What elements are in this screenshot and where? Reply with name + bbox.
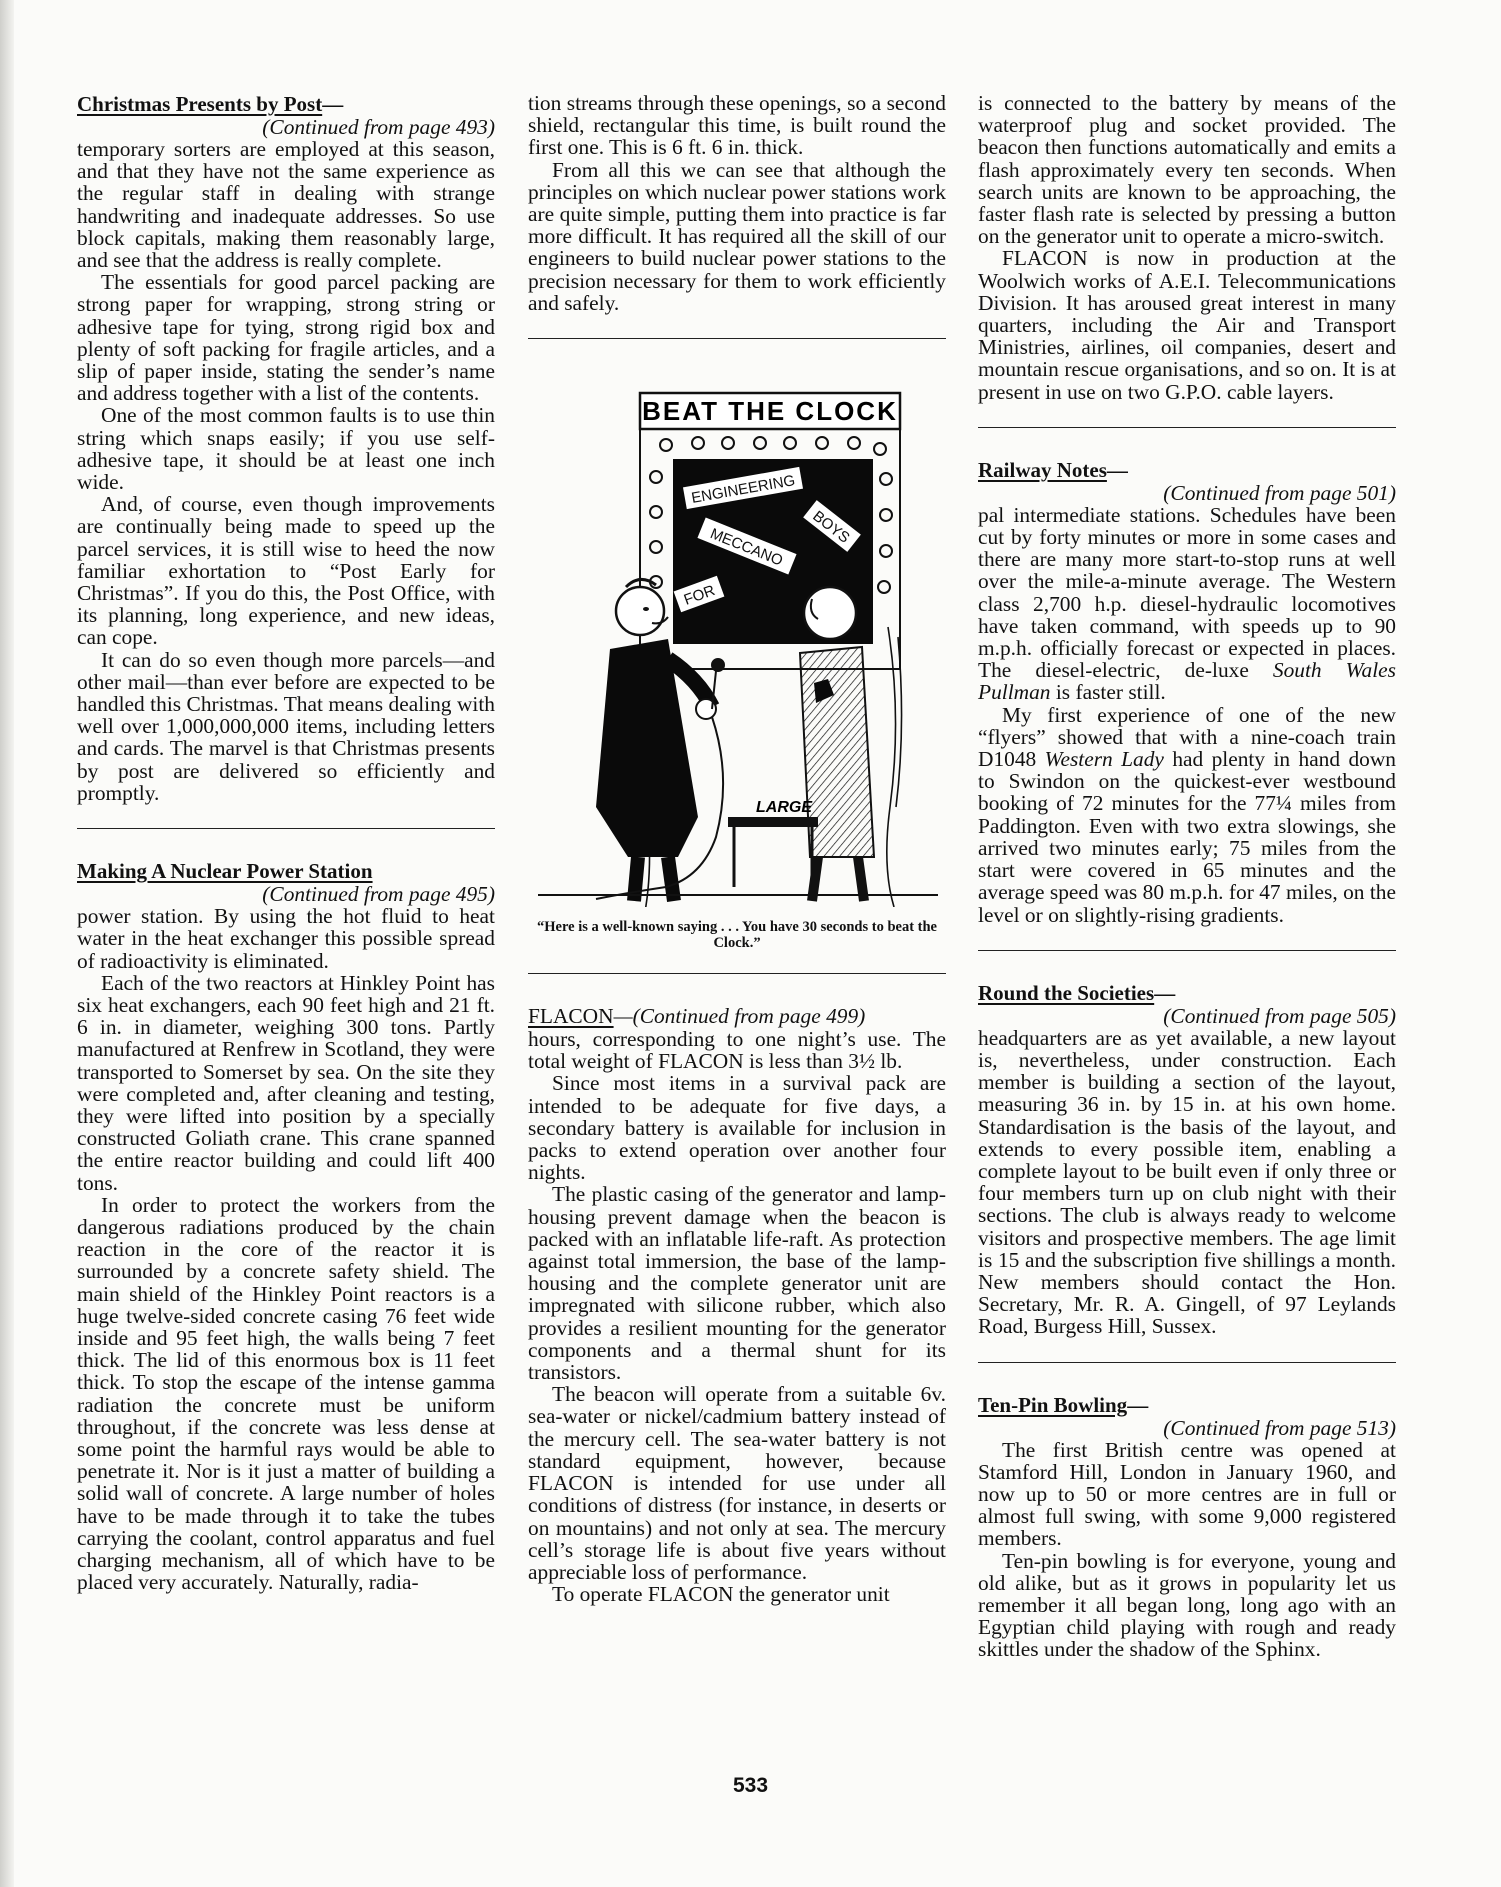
paragraph: Ten-pin bowling is for everyone, young and old alike, but as it grows in popularity let us remember it all began long, long ago with an Egyptian child playing with rough and ready skittles under the shadow of the Sphinx.	[978, 1548, 1396, 1662]
page-binding-shadow	[0, 0, 14, 1887]
article-heading	[77, 859, 495, 883]
article-heading: Railway Notes—	[978, 457, 1128, 482]
article-nuclear-power-station	[77, 859, 495, 1593]
board-word-boys: BOYS	[809, 507, 853, 547]
paragraph: In order to protect the workers from the dangerous radiations produced by the chain reaction in the core of the reactor it is surrounded by a concrete safety shield. The main shield of the Hinkley Point reactors is a huge twelve-sided concrete casing 76 feet wide inside and 95 feet high, the walls being 7 feet thick. The lid of this enormous box is 11 feet thick. To stop the escape of the intense gamma radiation the concrete must be uniform throughout, if the concrete was less dense at some point the harmful rays would be able to penetrate it. Nor is it just a matter of building a solid wall of concrete. A large number of holes have to be made through it to take the tubes carrying the coolant, control apparatus and fuel charging mechanism, all of which have to be placed very accurately. Naturally, radia-	[77, 1192, 495, 1595]
article-heading: Round the Societies—	[978, 980, 1176, 1005]
section-divider	[528, 338, 946, 339]
column-3	[978, 92, 1396, 1661]
paragraph: Each of the two reactors at Hinkley Point has six heat exchangers, each 90 feet high and 21 ft. 6 in. in diameter, weighing 300 tons. Partly manufactured at Renfrew in Scotland, they were transported to Somerset by sea. On the site they were completed and, after cleaning and testing, they were lifted into position by a specially constructed Goliath crane. This crane spanned the entire reactor building and could lift 400 tons.	[77, 970, 495, 1195]
paragraph: The essentials for good parcel packing are strong paper for wrapping, strong string or adhesive tape for tying, strong rigid box and plenty of soft packing for fragile articles, and a slip of paper inside, stating the sender’s name and address together with a list of the contents.	[77, 270, 495, 406]
paragraph: One of the most common faults is to use thin string which snaps easily; if you use self-adhesive tape, it should be at least one inch wide.	[77, 403, 495, 495]
article-title: Christmas Presents by Post	[77, 92, 323, 116]
artist-signature: LARGE	[756, 799, 812, 817]
column-2	[528, 92, 946, 1605]
paragraph: The first British centre was opened at Stamford Hill, London in January 1960, and now up to 50 or more centres are in full or almost full swing, with some 9,000 registered members.	[978, 1437, 1396, 1551]
paragraph: tion streams through these openings, so a second shield, rectangular this time, is built round the first one. This is 6 ft. 6 in. thick.	[528, 91, 946, 160]
paragraph: hours, corresponding to one night’s use. The total weight of FLACON is less than 3½ lb.	[528, 1027, 946, 1074]
continued-note: (Continued from page 505)	[1163, 1003, 1396, 1028]
paragraph: pal intermediate stations. Schedules have been cut by forty minutes or more in some cases and there are many more start-to-stop runs at well over the mile-a-minute average. The Western class 2,700 h.p. diesel-hydraulic locomotives have taken command, with speeds up to 90 m.p.h. officially forecast or expected in places. The diesel-electric, de-luxe South Wales Pullman is faster still.	[978, 502, 1396, 705]
continued-note: —(Continued from page 499)	[613, 1004, 866, 1029]
article-title: Railway Notes	[978, 457, 1107, 482]
article-ten-pin-bowling	[978, 1393, 1396, 1661]
article-title: Making A Nuclear Power Station	[77, 859, 373, 884]
article-heading: Ten-Pin Bowling—	[978, 1392, 1149, 1417]
paragraph: FLACON is now in production at the Woolwich works of A.E.I. Telecommunications Division. It has aroused great interest in many quarters, including the Air and Transport Ministries, airlines, oil companies, desert and mountain rescue organisations, and so on. It is at present in use on two G.P.O. cable layers.	[978, 246, 1396, 404]
board-word-for: FOR	[681, 582, 718, 609]
article-title: Ten-Pin Bowling	[978, 1392, 1128, 1417]
page-number: 533	[732, 1774, 769, 1797]
article-title: FLACON	[528, 1004, 614, 1029]
sign-text: BEAT THE CLOCK	[642, 396, 898, 427]
article-heading	[528, 1004, 946, 1028]
article-heading	[77, 92, 495, 116]
paragraph: The plastic casing of the generator and lamp-housing prevent damage when the beacon is packed with an inflatable life-raft. As protection against total immersion, the base of the lamp-housing and the complete generator unit are impregnated with silicone rubber, which also provides a resilient mounting for the generator components and a thermal shunt for its transistors.	[528, 1182, 946, 1385]
article-flacon	[528, 1004, 946, 1605]
paragraph: From all this we can see that although the principles on which nuclear power stations work are quite simple, putting them into practice is far more difficult. It has required all the skill of our engineers to build nuclear power stations to the precision necessary for them to work efficiently and safely.	[528, 157, 946, 315]
cartoon-caption: “Here is a well-known saying . . . You have 30 seconds to beat the Clock.”	[537, 919, 937, 952]
paragraph: The beacon will operate from a suitable 6v. sea-water or nickel/cadmium battery instead of the mercury cell. The sea-water battery is not standard equipment, however, because FLACON is intended for use under all conditions of distress (for instance, in deserts or on mountains) and not only at sea. The mercury cell’s storage life is about five years without appreciable loss of performance.	[528, 1382, 946, 1584]
article-round-the-societies	[978, 981, 1396, 1338]
section-divider	[77, 828, 495, 829]
paragraph: It can do so even though more parcels—and other mail—than ever before are expected to be handled this Christmas. That means dealing with well over 1,000,000,000 items, including letters and cards. The marvel is that Christmas presents by post are delivered so efficiently and promptly.	[77, 647, 495, 805]
paragraph: Since most items in a survival pack are intended to be adequate for five days, a secondary battery is available for inclusion in packs to extend operation over another four nights.	[528, 1071, 946, 1185]
column-1	[77, 92, 495, 1593]
section-divider	[528, 973, 946, 974]
paragraph: To operate FLACON the generator unit	[552, 1582, 890, 1607]
section-divider	[978, 950, 1396, 951]
paragraph: is connected to the battery by means of the waterproof plug and socket provided. The beacon then functions automatically and emits a flash approximately every ten seconds. When search units are known to be approaching, the faster flash rate is selected by pressing a button on the generator unit to operate a micro-switch.	[978, 91, 1396, 249]
board-word-engineering: ENGINEERING	[690, 472, 797, 507]
paragraph: power station. By using the hot fluid to heat water in the heat exchanger this possible spread of radioactivity is eliminated.	[77, 904, 495, 973]
paragraph: temporary sorters are employed at this season, and that they have not the same experience as the regular staff in dealing with strange handwriting and inadequate addresses. So use block capitals, making them reasonably large, and see that the address is really complete.	[77, 137, 495, 273]
stool	[728, 817, 818, 827]
cartoon-illustration	[528, 387, 946, 907]
paragraph: My first experience of one of the new “flyers” showed that with a nine-coach train D1048 Western Lady had plenty in hand down to Swindon on the quickest-ever westbound booking of 72 minutes for the 77¼ miles from Paddington. Even with two extra slowings, she arrived two minutes early; 75 miles from the start were covered in 65 minutes and the average speed was 80 m.p.h. for 47 miles, on the level or on slightly-rising gradients.	[978, 702, 1397, 927]
continued-note: (Continued from page 513)	[1163, 1415, 1396, 1440]
article-title: Round the Societies	[978, 980, 1155, 1005]
paragraph: And, of course, even though improvements are continually being made to speed up the parcel services, it is still wise to heed the now familiar exhortation to “Post Early for Christmas”. If you do this, the Post Office, with its planning, long experience, and new ideas, can cope.	[77, 492, 495, 650]
continued-note: (Continued from page 495)	[262, 882, 495, 907]
continued-note: (Continued from page 493)	[262, 115, 495, 139]
continued-note: (Continued from page 501)	[1163, 480, 1396, 505]
article-christmas-presents	[77, 92, 495, 804]
paragraph: headquarters are as yet available, a new layout is, nevertheless, under construction. Each member is building a section of the layout, measuring 36 in. by 15 in. at his own home. Standardisation is the basis of the layout, and extends to every possible item, enabling a complete layout to be built even if only three or four members turn up on club night with their sections. The club is always ready to welcome visitors and prospective members. The age limit is 15 and the subscription five shillings a month. New members should contact the Hon. Secretary, Mr. R. A. Gingell, of 97 Leylands Road, Burgess Hill, Sussex.	[978, 1025, 1396, 1339]
section-divider	[978, 1362, 1396, 1363]
board-word-meccano: MECCANO	[707, 525, 786, 570]
article-railway-notes	[978, 458, 1396, 926]
section-divider	[978, 427, 1396, 428]
heading-dash: —	[322, 92, 344, 116]
